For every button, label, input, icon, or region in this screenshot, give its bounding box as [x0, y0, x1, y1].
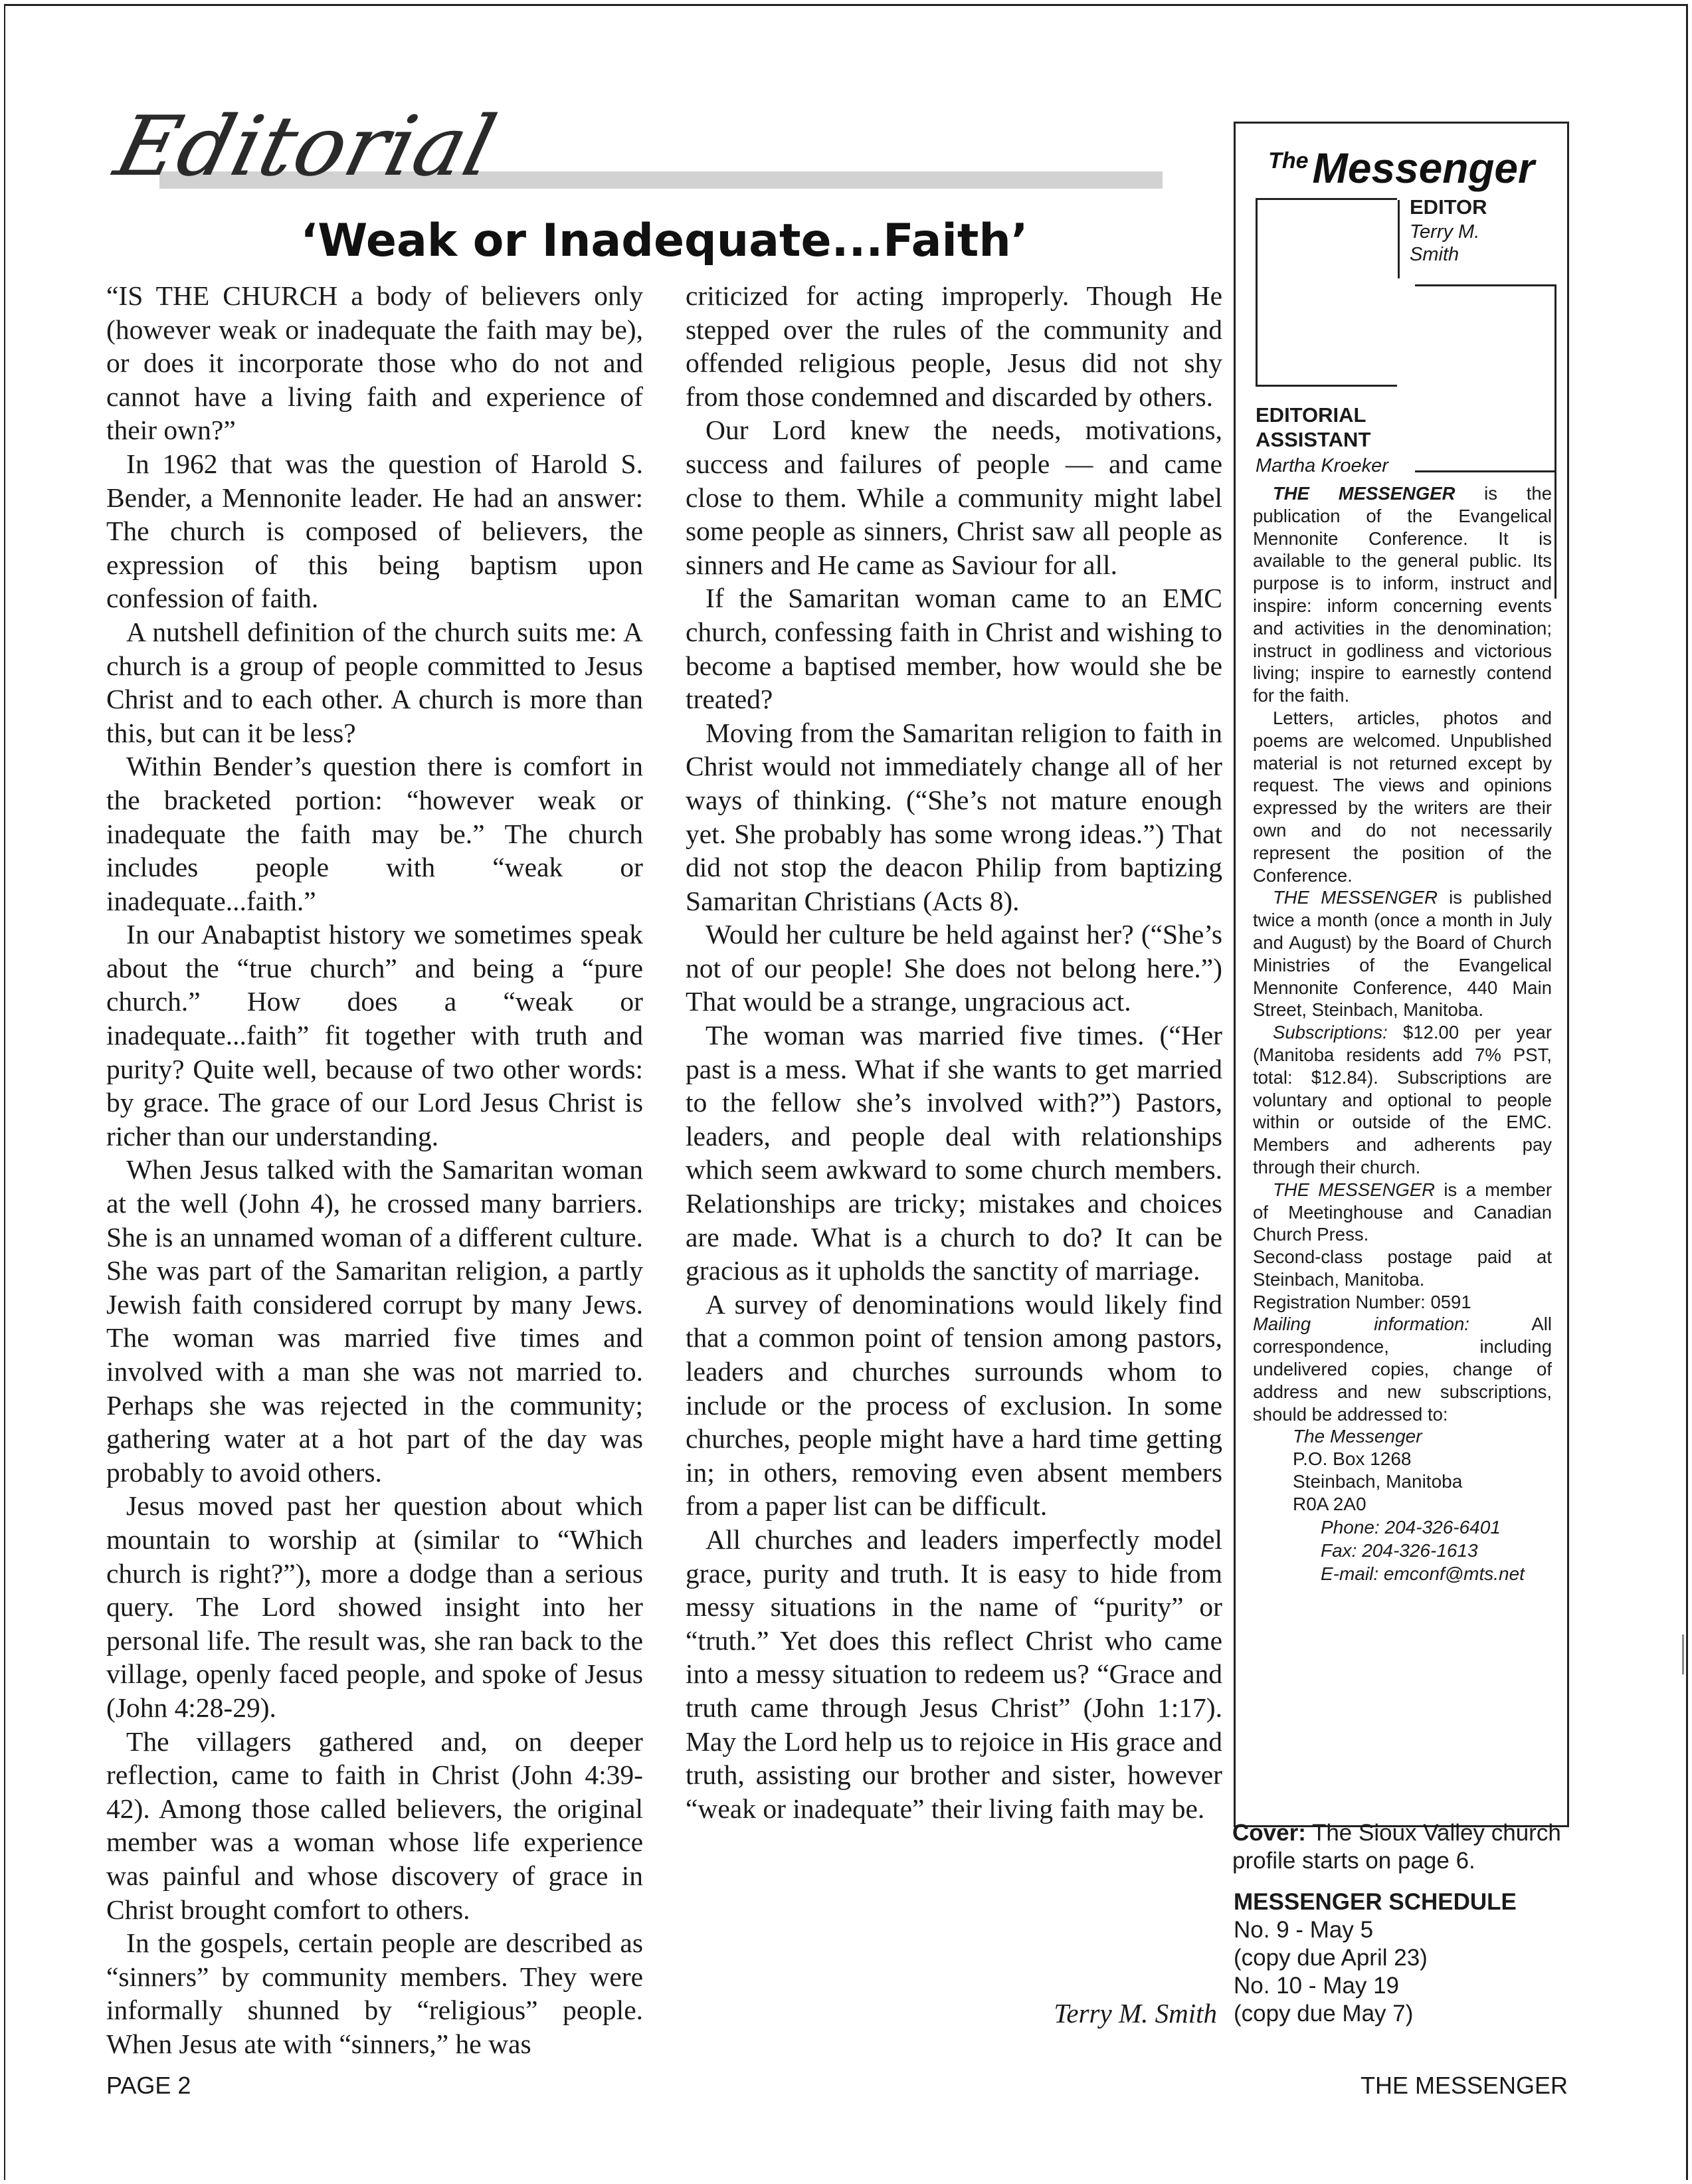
masthead-box: [1234, 122, 1569, 1827]
masthead-title-name: Messenger: [1312, 144, 1535, 192]
article-paragraph: The villagers gathered and, on deeper reflection, came to faith in Christ (John 4:39-42). Among those called believers, the original member was a woman whose life experience was painful and whose discovery of grace in Christ brought comfort to others.: [106, 1726, 643, 1925]
article-paragraph: Our Lord knew the needs, motivations, success and failures of people — and came close to them. While a community might label some people as sinners, Christ saw all people as sinners and He came as Saviour for all.: [686, 415, 1222, 580]
masthead-paragraph: [1253, 1021, 1552, 1179]
schedule-item: (copy due May 7): [1234, 2001, 1414, 2027]
article-paragraph: A nutshell definition of the church suits me: A church is a group of people committed to Jesus Christ and to each other. A church is more than this, but can it be less?: [106, 616, 643, 748]
article-paragraph: If the Samaritan woman came to an EMC church, confessing faith in Christ and wishing to become a baptised member, how would she be treated?: [686, 583, 1222, 715]
assistant-label: EDITORIAL ASSISTANT: [1256, 403, 1371, 451]
publication-name: THE MESSENGER: [1273, 483, 1456, 504]
editor-name: Terry M. Smith: [1410, 221, 1480, 265]
mailing-address-line: The Messenger: [1293, 1426, 1422, 1447]
masthead-title-prefix: The: [1268, 148, 1309, 173]
publication-name: THE MESSENGER: [1273, 1179, 1436, 1200]
page-number: PAGE 2: [106, 2072, 191, 2099]
article-paragraph: A survey of denominations would likely find that a common point of tension among pastors, leaders and churches surrounds whom to include or the process of exclusion. In some churches, people might have a hard time getting in; in others, removing even absent members from a paper list can be difficult.: [686, 1288, 1222, 1522]
mailing-address-line: R0A 2A0: [1293, 1493, 1366, 1514]
section-label: Editorial: [106, 99, 506, 195]
assistant-rule: [1415, 470, 1554, 472]
article-paragraph: Jesus moved past her question about which mountain to worship at (similar to “Which church is right?”), more a dodge than a serious query. The Lord showed insight into her personal life. The result was, she ran back to the village, openly faced people, and spoke of Jesus (John 4:28-29).: [106, 1490, 643, 1723]
section-header: [106, 100, 1163, 193]
article-paragraph: The woman was married five times. (“Her past is a mess. What if she wants to get married to the fellow she’s involved with?”) Pastors, leaders, and people deal with relationships which seem awkward to some church members. Relationships are tricky; mistakes and choices are made. What is a church to do? It can be gracious as it upholds the sanctity of marriage.: [686, 1020, 1222, 1286]
author-signature: Terry M. Smith: [1054, 1998, 1217, 2029]
phone-number: Phone: 204-326-6401: [1321, 1516, 1501, 1538]
masthead-text: is the publication of the Evangelical Mennonite Conference. It is available to the general public. Its purpose is to inform, instruct and inspire: inform concerning events and activities in the denomination; instruct in godliness and victorious living; inspire to earnestly contend for the faith.: [1253, 483, 1552, 706]
masthead-paragraph: [1253, 1179, 1552, 1246]
email-address: E-mail: emconf@mts.net: [1321, 1563, 1525, 1584]
masthead-text: All correspondence, including undelivered copies, change of address and new subscriptions, should be addressed to:: [1253, 1314, 1552, 1425]
fax-number: Fax: 204-326-1613: [1321, 1539, 1478, 1561]
masthead-paragraph: [1253, 1313, 1552, 1425]
masthead-paragraph: [1253, 482, 1552, 707]
masthead-rule-left: [1256, 198, 1397, 387]
assistant-name: Martha Kroeker: [1256, 455, 1388, 476]
article-headline: ‘Weak or Inadequate...Faith’: [300, 215, 1028, 267]
schedule-title: MESSENGER SCHEDULE: [1234, 1889, 1517, 1915]
article-paragraph: Within Bender’s question there is comfort in the bracketed portion: “however weak or inadequate the faith may be.” The church includes people with “weak or inadequate...faith.”: [106, 751, 643, 916]
article-paragraph: criticized for acting improperly. Though He stepped over the rules of the community and offended religious people, Jesus did not shy from those condemned and discarded by others.: [686, 280, 1222, 412]
article-paragraph: Moving from the Samaritan religion to faith in Christ would not immediately change all of her ways of thinking. (“She’s not mature enough yet. She probably has some wrong ideas.”) That did not stop the deacon Philip from baptizing Samaritan Christians (Acts 8).: [686, 717, 1222, 916]
masthead-paragraph: Letters, articles, photos and poems are welcomed. Unpublished material is not returned except by request. The views and opinions expressed by the writers are their own and do not necessarily represent the position of the Conference.: [1253, 707, 1552, 886]
mailing-address-line: P.O. Box 1268: [1293, 1448, 1412, 1470]
subscriptions-label: Subscriptions:: [1273, 1022, 1388, 1043]
article-column-2: [686, 279, 1222, 1825]
article-paragraph: Would her culture be held against her? (“She’s not of our people! She does not belong here.”) That would be a strange, ungracious act.: [686, 919, 1222, 1017]
masthead-text: is published twice a month (once a month in July and August) by the Board of Church Ministries of the Evangelical Mennonite Conference, 440 Main Street, Steinbach, Manitoba.: [1253, 887, 1552, 1021]
mailing-address-line: Steinbach, Manitoba: [1293, 1471, 1463, 1492]
article-paragraph: “IS THE CHURCH a body of believers only (however weak or inadequate the faith may be), or does it incorporate those who do not and cannot have a living faith and experience of their own?”: [106, 280, 643, 446]
masthead-text: is a member of Meetinghouse and Canadian Church Press.: [1253, 1179, 1552, 1245]
schedule-item: No. 10 - May 19: [1234, 1973, 1399, 1999]
masthead-text: $12.00 per year (Manitoba residents add 7% PST, total: $12.84). Subscriptions are voluntary and optional to people within or outside of the EMC. Members and adherents pay through their church.: [1253, 1022, 1552, 1177]
article-paragraph: All churches and leaders imperfectly model grace, purity and truth. It is easy to hide from messy situations in the name of “purity” or “truth.” Yet does this reflect Christ who came into a messy situation to redeem us? “Grace and truth came through Jesus Christ” (John 1:17). May the Lord help us to rejoice in His grace and truth, assisting our brother and sister, however “weak or inadequate” their living faith may be.: [686, 1524, 1222, 1824]
article-column-1: [106, 279, 643, 2060]
editor-label: EDITOR: [1410, 195, 1487, 219]
schedule-item: (copy due April 23): [1234, 1945, 1428, 1971]
masthead-paragraph: Second-class postage paid at Steinbach, Manitoba.: [1253, 1246, 1552, 1290]
article-paragraph: In our Anabaptist history we sometimes speak about the “true church” and being a “pure church.” How does a “weak or inadequate...faith” fit together with truth and purity? Quite well, because of two other words: by grace. The grace of our Lord Jesus Christ is richer than our understanding.: [106, 919, 643, 1151]
masthead-title: [1236, 136, 1567, 193]
article-paragraph: In 1962 that was the question of Harold S. Bender, a Mennonite leader. He had an answer: The church is composed of believers, the expression of this being baptism upon confession of faith.: [106, 448, 643, 614]
mailing-label: Mailing information:: [1253, 1314, 1469, 1335]
scan-edge-mark: [1682, 1635, 1684, 1674]
messenger-schedule: [1234, 1888, 1579, 2028]
article-paragraph: When Jesus talked with the Samaritan woman at the well (John 4), he crossed many barriers. She is an unnamed woman of a different culture. She was part of the Samaritan religion, a partly Jewish faith considered corrupt by many Jews. The woman was married five times and involved with a man she was not married to. Perhaps she was rejected in the community; gathering water at a hot part of the day was probably to avoid others.: [106, 1154, 643, 1488]
article-paragraph: In the gospels, certain people are described as “sinners” by community members. They were informally shunned by “religious” people. When Jesus ate with “sinners,” he was: [106, 1928, 643, 2059]
masthead-body: [1253, 482, 1552, 1585]
masthead-paragraph: Registration Number: 0591: [1253, 1291, 1471, 1312]
publication-name: THE MESSENGER: [1273, 887, 1438, 908]
cover-label: Cover:: [1232, 1820, 1306, 1846]
publication-footer: THE MESSENGER: [1360, 2072, 1568, 2099]
schedule-item: No. 9 - May 5: [1234, 1917, 1374, 1943]
masthead-paragraph: [1253, 886, 1552, 1021]
cover-note: [1232, 1819, 1578, 1875]
cover-text: The Sioux Valley church profile starts on page 6.: [1232, 1820, 1561, 1874]
